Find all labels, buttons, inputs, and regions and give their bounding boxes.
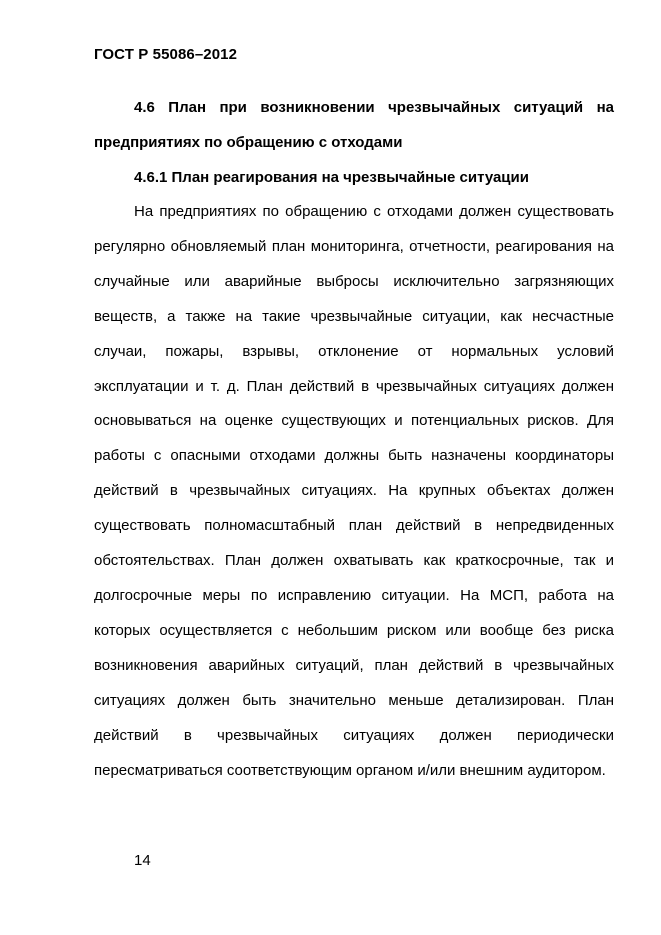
section-heading: 4.6 План при возникновении чрезвычайных ситуаций на предприятиях по обращению с отходами bbox=[94, 99, 614, 151]
document-code-header: ГОСТ Р 55086–2012 bbox=[94, 46, 238, 63]
page-number: 14 bbox=[134, 852, 151, 869]
subsection-heading: 4.6.1 План реагирования на чрезвычайные ситуации bbox=[134, 169, 529, 186]
body-paragraph: На предприятиях по обращению с отходами должен существовать регулярно обновляемый план мониторинга, отчетности, реагирования на случайные или аварийные выбросы исключительно загрязняющих веществ, а также на такие чрезвычайные ситуации, как несчастные случаи, пожары, взрывы, отклонение от нормальных условий эксплуатации и т. д. План действий в чрезвычайных ситуациях должен основываться на оценке существующих и потенциальных рисков. Для работы с опасными отходами должны быть назначены координаторы действий в чрезвычайных ситуациях. На крупных объектах должен существовать полномасштабный план действий в непредвиденных обстоятельствах. План должен охватывать как краткосрочные, так и долгосрочные меры по исправлению ситуации. На МСП, работа на которых осуществляется с небольшим риском или вообще без риска возникновения аварийных ситуаций, план действий в чрезвычайных ситуациях должен быть значительно меньше детализирован. План действий в чрезвычайных ситуациях должен периодически пересматриваться соответствующим органом и/или внешним аудитором. bbox=[94, 203, 614, 779]
